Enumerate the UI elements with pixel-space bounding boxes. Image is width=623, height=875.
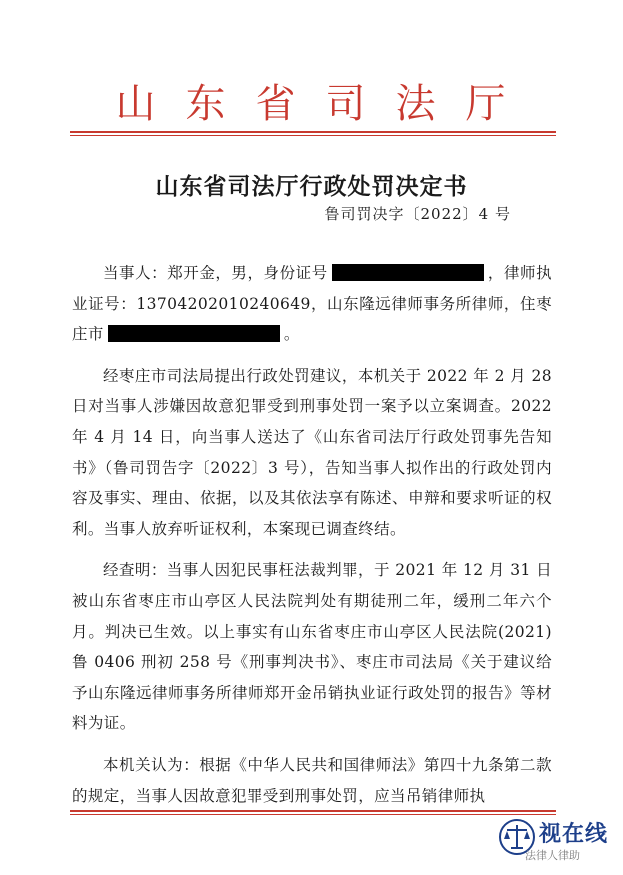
paragraph-opinion: 本机关认为：根据《中华人民共和国律师法》第四十九条第二款的规定，当事人因故意犯罪受到刑事处罚，应当吊销律师执	[72, 755, 552, 805]
document-number: 鲁司罚决字〔2022〕4 号	[324, 205, 511, 223]
paragraph-procedure: 经枣庄市司法局提出行政处罚建议，本机关于 2022 年 2 月 28 日对当事人涉嫌因故意犯罪受到刑事处罚一案予以立案调查。2022 年 4 月 14 日，向当事人送达了《山东省司法厅行政处罚事先告知书》（鲁司罚告字〔2022〕3 号），告知当事人拟作出的行政处罚内容及事实、理由、依据，以及其依法享有陈述、申辩和要求听证的权利。当事人放弃听证权利，本案现已调查终结。	[72, 366, 552, 538]
watermark	[497, 815, 615, 865]
letterhead-rule	[70, 131, 556, 133]
letterhead-title: 山东省司法厅	[115, 81, 536, 127]
party-text-c: 。	[283, 325, 300, 344]
watermark-brand: 视在线	[539, 822, 609, 847]
party-text-a: 当事人：郑开金，男，身份证号	[103, 264, 328, 282]
redaction-id-number	[332, 264, 484, 281]
watermark-subtitle: 法律人律助	[525, 849, 580, 862]
document-body	[72, 258, 552, 822]
redaction-address	[108, 325, 280, 342]
footer-rule-thin	[70, 814, 556, 815]
document-title: 山东省司法厅行政处罚决定书	[155, 173, 468, 200]
paragraph-findings: 经查明：当事人因犯民事枉法裁判罪，于 2021 年 12 月 31 日被山东省枣庄市山亭区人民法院判处有期徒刑二年，缓刑二年六个月。判决已生效。以上事实有山东省枣庄市山亭区人民法院(2021)鲁 0406 刑初 258 号《刑事判决书》、枣庄市司法局《关于建议给予山东隆远律师事务所律师郑开金吊销执业证行政处罚的报告》等材料为证。	[72, 561, 552, 733]
party-text-b: ，律师执业证号：13704202010240649，山东隆远律师事务所律师，住枣庄市	[72, 264, 552, 344]
paragraph-party	[72, 258, 552, 350]
footer-rule	[70, 810, 556, 812]
letterhead-rule-thin	[70, 135, 556, 136]
